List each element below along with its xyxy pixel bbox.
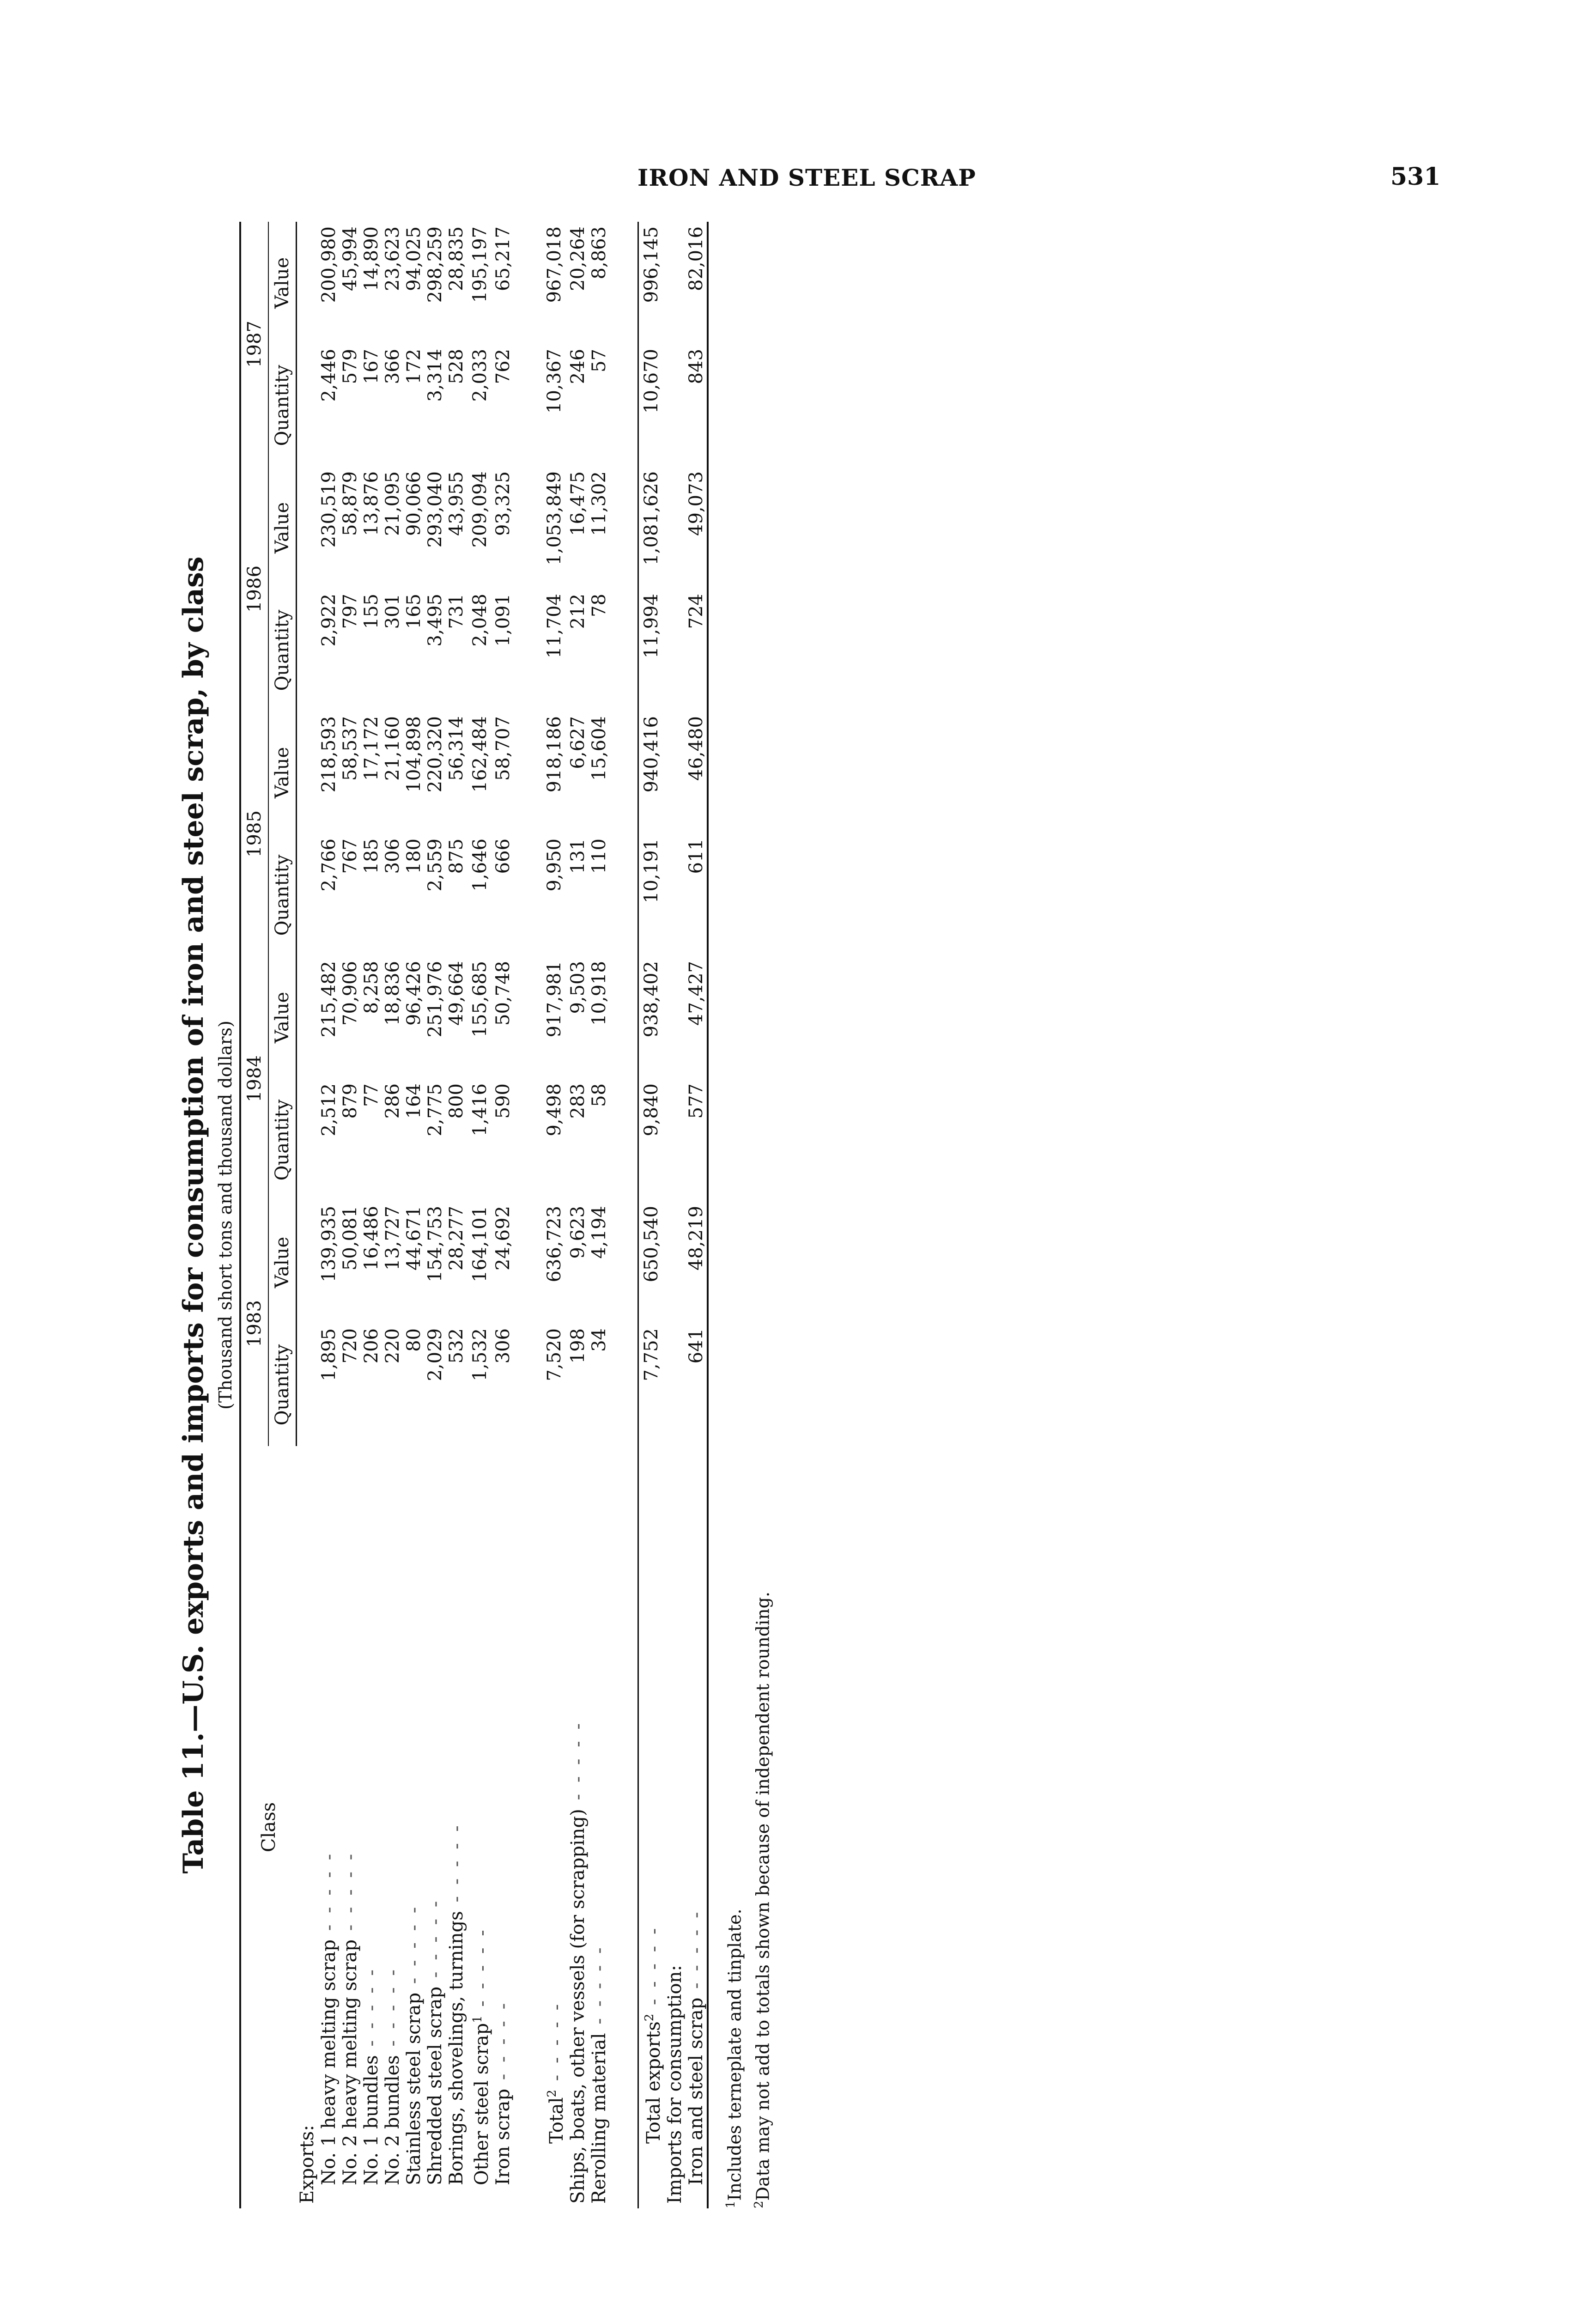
value-cell: 4,194: [588, 1206, 610, 1259]
quantity-cell: 1,646: [469, 839, 491, 892]
row-label-cell: [403, 1446, 425, 2208]
value-cell: 14,890: [361, 226, 382, 291]
dot-leader: - - - - -: [425, 1898, 446, 1987]
quantity-cell: 800: [446, 1083, 467, 1119]
quantity-cell: 34: [588, 1328, 610, 1352]
value-cell: 46,480: [686, 711, 708, 834]
dot-leader: - - - - -: [546, 2001, 567, 2090]
footnote: [747, 222, 775, 2208]
row-label-cell: [686, 1446, 708, 2208]
table-row: [492, 222, 514, 2208]
quantity-cell: 301: [382, 594, 403, 629]
footnote-ref: 1: [471, 2015, 485, 2023]
running-head: IRON AND STEEL SCRAP: [637, 164, 976, 191]
value-cell: 209,094: [469, 471, 491, 548]
value-cell: 58,707: [492, 716, 514, 781]
quantity-header: Quantity: [268, 834, 297, 956]
quantity-cell: 283: [567, 1083, 589, 1119]
quantity-cell: 724: [686, 589, 708, 711]
quantity-cell: 641: [686, 1324, 708, 1446]
table-row: [567, 222, 589, 2208]
table-row: [340, 222, 361, 2208]
row-label: Iron scrap: [492, 2089, 514, 2185]
row-label: Other steel scrap: [471, 2023, 493, 2185]
row-label-cell: [589, 1446, 610, 2208]
row-label: Ships, boats, other vessels (for scrapping): [567, 1809, 589, 2204]
table-row: [467, 222, 492, 2208]
quantity-cell: 306: [492, 1328, 514, 1364]
value-cell: 13,876: [361, 471, 382, 536]
quantity-cell: 246: [567, 349, 589, 384]
footnote-mark: 1: [723, 2201, 738, 2208]
quantity-cell: 9,950: [543, 839, 565, 892]
value-cell: 13,727: [382, 1206, 403, 1270]
row-label: Stainless steel scrap: [403, 1992, 425, 2185]
value-cell: 21,160: [382, 716, 403, 781]
imports-label: Imports for consumption:: [664, 1965, 686, 2204]
value-cell: 49,073: [686, 467, 708, 589]
value-cell: 17,172: [361, 716, 382, 781]
row-label: No. 1 bundles: [361, 2055, 382, 2185]
quantity-cell: 7,520: [543, 1328, 565, 1381]
quantity-cell: 611: [686, 834, 708, 956]
row-label-cell: [361, 1446, 382, 2208]
quantity-cell: 532: [446, 1328, 467, 1364]
table-row: [686, 222, 708, 2208]
quantity-cell: 78: [588, 594, 610, 617]
quantity-cell: 165: [403, 594, 425, 629]
quantity-cell: 2,775: [425, 1083, 446, 1137]
table-row: [318, 222, 340, 2208]
value-cell: 65,217: [492, 226, 514, 291]
value-cell: 200,980: [318, 226, 340, 303]
footnotes: [719, 222, 775, 2208]
quantity-cell: 2,048: [469, 594, 491, 647]
quantity-cell: 80: [403, 1328, 425, 1352]
value-cell: 28,277: [446, 1206, 467, 1270]
row-label: No. 2 bundles: [382, 2055, 403, 2185]
row-label: Borings, shovelings, turnings: [446, 1911, 467, 2185]
quantity-cell: 1,895: [318, 1328, 340, 1381]
quantity-cell: 57: [588, 349, 610, 372]
quantity-cell: 762: [492, 349, 514, 384]
table-row: [446, 222, 467, 2208]
value-header: Value: [268, 711, 297, 834]
exports-label: Exports:: [297, 2125, 318, 2204]
value-cell: 94,025: [403, 226, 425, 291]
quantity-cell: 77: [361, 1083, 382, 1107]
year-header: 1986: [240, 467, 268, 711]
quantity-cell: 1,532: [469, 1328, 491, 1381]
quantity-cell: 666: [492, 839, 514, 874]
quantity-cell: 7,752: [638, 1324, 664, 1446]
quantity-cell: 1,091: [492, 594, 514, 647]
quantity-cell: 3,495: [425, 594, 446, 647]
row-label: Shredded steel scrap: [425, 1986, 446, 2185]
row-label-cell: [446, 1446, 467, 2208]
quantity-cell: 172: [403, 349, 425, 384]
value-cell: 104,898: [403, 716, 425, 793]
quantity-cell: 366: [382, 349, 403, 384]
value-cell: 215,482: [318, 961, 340, 1038]
value-cell: 16,486: [361, 1206, 382, 1270]
value-header: Value: [268, 956, 297, 1079]
value-cell: 918,186: [543, 716, 565, 793]
quantity-cell: 3,314: [425, 349, 446, 402]
value-cell: 82,016: [686, 222, 708, 344]
value-cell: 58,537: [340, 716, 361, 781]
dot-leader: - - - - -: [403, 1904, 425, 1993]
quantity-cell: 131: [567, 839, 589, 874]
dot-leader: - - - - -: [471, 1927, 493, 2016]
value-cell: 154,753: [425, 1206, 446, 1283]
quantity-cell: 879: [340, 1083, 361, 1119]
value-cell: 938,402: [638, 956, 664, 1079]
value-cell: 9,623: [567, 1206, 589, 1259]
quantity-cell: 10,191: [638, 834, 664, 956]
value-cell: 50,081: [340, 1206, 361, 1270]
value-cell: 20,264: [567, 226, 589, 291]
quantity-cell: 58: [588, 1083, 610, 1107]
row-label-cell: [492, 1446, 514, 2208]
scrap-table: [239, 222, 709, 2208]
quantity-cell: 220: [382, 1328, 403, 1364]
year-header: 1984: [240, 956, 268, 1201]
quantity-cell: 198: [567, 1328, 589, 1364]
quantity-cell: 2,446: [318, 349, 340, 402]
quantity-cell: 206: [361, 1328, 382, 1364]
value-cell: 21,095: [382, 471, 403, 536]
value-cell: 28,835: [446, 226, 467, 291]
value-cell: 230,519: [318, 471, 340, 548]
row-label-cell: [638, 1446, 664, 2208]
value-cell: 96,426: [403, 961, 425, 1026]
row-label-cell: [467, 1446, 492, 2208]
value-cell: 164,101: [469, 1206, 491, 1283]
table-caption: Table 11.—U.S. exports and imports for consumption of iron and steel scrap, by class: [177, 556, 210, 1874]
value-cell: 967,018: [543, 226, 565, 303]
rotated-table-block: [176, 222, 831, 2208]
row-label-cell: [382, 1446, 403, 2208]
quantity-cell: 185: [361, 839, 382, 874]
row-label: Total exports: [643, 2021, 664, 2144]
quantity-cell: 10,670: [638, 344, 664, 467]
value-cell: 940,416: [638, 711, 664, 834]
dot-leader: - - - - -: [643, 1925, 664, 2014]
table-row: [541, 222, 567, 2208]
quantity-cell: 843: [686, 344, 708, 467]
value-cell: 70,906: [340, 961, 361, 1026]
value-cell: 218,593: [318, 716, 340, 793]
row-label-cell: [425, 1446, 446, 2208]
value-header: Value: [268, 222, 297, 344]
value-cell: 139,935: [318, 1206, 340, 1283]
quantity-cell: 11,704: [543, 594, 565, 658]
class-column-header: Class: [240, 1446, 297, 2208]
quantity-cell: 2,922: [318, 594, 340, 647]
value-cell: 298,259: [425, 226, 446, 303]
dot-leader: - - - - -: [492, 2000, 514, 2089]
row-label-cell: [318, 1446, 340, 2208]
value-cell: 44,671: [403, 1206, 425, 1270]
footnote-ref: 2: [642, 2013, 656, 2022]
quantity-cell: 167: [361, 349, 382, 384]
quantity-cell: 590: [492, 1083, 514, 1119]
quantity-cell: 164: [403, 1083, 425, 1119]
value-cell: 9,503: [567, 961, 589, 1014]
table-row: [403, 222, 425, 2208]
value-cell: 50,748: [492, 961, 514, 1026]
value-cell: 996,145: [638, 222, 664, 344]
value-header: Value: [268, 1201, 297, 1324]
year-header: 1983: [240, 1201, 268, 1446]
quantity-cell: 2,559: [425, 839, 446, 892]
spacer-row: [514, 222, 541, 2208]
quantity-header: Quantity: [268, 344, 297, 467]
value-cell: 90,066: [403, 471, 425, 536]
quantity-cell: 720: [340, 1328, 361, 1364]
value-header: Value: [268, 467, 297, 589]
value-cell: 8,258: [361, 961, 382, 1014]
quantity-cell: 9,840: [638, 1079, 664, 1201]
value-cell: 155,685: [469, 961, 491, 1038]
quantity-header: Quantity: [268, 1079, 297, 1201]
row-label: No. 1 heavy melting scrap: [318, 1939, 340, 2185]
table-row: [382, 222, 403, 2208]
value-cell: 293,040: [425, 471, 446, 548]
quantity-cell: 286: [382, 1083, 403, 1119]
dot-leader: - - - - -: [588, 1945, 610, 2033]
value-cell: 56,314: [446, 716, 467, 781]
dot-leader: - - - - -: [361, 1967, 382, 2055]
year-header: 1985: [240, 711, 268, 956]
year-header: 1987: [240, 222, 268, 467]
year-header-row: [240, 222, 268, 2208]
quantity-cell: 1,416: [469, 1083, 491, 1137]
value-cell: 45,994: [340, 226, 361, 291]
quantity-header: Quantity: [268, 589, 297, 711]
value-cell: 650,540: [638, 1201, 664, 1324]
quantity-cell: 875: [446, 839, 467, 874]
quantity-cell: 212: [567, 594, 589, 629]
row-label-cell: [340, 1446, 361, 2208]
dot-leader: - - - - -: [318, 1851, 340, 1939]
row-label-cell: [541, 1446, 567, 2208]
dot-leader: - - - - -: [446, 1823, 467, 1911]
table-unit-note: (Thousand short tons and thousand dollars): [215, 1021, 236, 1410]
quantity-cell: 9,498: [543, 1083, 565, 1137]
value-cell: 93,325: [492, 471, 514, 536]
table-row: [425, 222, 446, 2208]
value-cell: 1,053,849: [543, 471, 565, 565]
value-cell: 6,627: [567, 716, 589, 769]
quantity-cell: 155: [361, 594, 382, 629]
value-cell: 251,976: [425, 961, 446, 1038]
footnote-text: Data may not add to totals shown because of independent rounding.: [752, 1592, 773, 2201]
footnote-ref: 2: [545, 2090, 559, 2097]
table-row: [638, 222, 664, 2208]
table-row: [589, 222, 610, 2208]
table-body: [297, 222, 708, 2208]
footnote-mark: 2: [752, 2201, 766, 2208]
value-cell: 917,981: [543, 961, 565, 1038]
quantity-cell: 2,029: [425, 1328, 446, 1381]
value-cell: 8,863: [588, 226, 610, 280]
quantity-cell: 797: [340, 594, 361, 629]
row-label-cell: [567, 1446, 589, 2208]
dot-leader: - - - - -: [382, 1967, 403, 2055]
value-cell: 220,320: [425, 716, 446, 793]
quantity-cell: 180: [403, 839, 425, 874]
quantity-cell: 579: [340, 349, 361, 384]
exports-section-row: [297, 222, 319, 2208]
row-label: No. 2 heavy melting scrap: [340, 1939, 361, 2185]
footnote: [719, 222, 747, 2208]
row-label: Rerolling material: [588, 2033, 610, 2204]
page-number: 531: [1390, 163, 1441, 191]
value-cell: 1,081,626: [638, 467, 664, 589]
quantity-cell: 767: [340, 839, 361, 874]
dot-leader: - - - - -: [340, 1851, 361, 1939]
value-cell: 18,836: [382, 961, 403, 1026]
value-cell: 49,664: [446, 961, 467, 1026]
value-cell: 43,955: [446, 471, 467, 536]
value-cell: 636,723: [543, 1206, 565, 1283]
quantity-cell: 11,994: [638, 589, 664, 711]
quantity-cell: 110: [588, 839, 610, 874]
value-cell: 10,918: [588, 961, 610, 1026]
quantity-cell: 528: [446, 349, 467, 384]
table-row: [361, 222, 382, 2208]
value-cell: 195,197: [469, 226, 491, 303]
value-cell: 23,623: [382, 226, 403, 291]
footnote-text: Includes terneplate and tinplate.: [724, 1909, 745, 2201]
quantity-cell: 2,033: [469, 349, 491, 402]
dot-leader: - - - - -: [685, 1909, 707, 1998]
quantity-header: Quantity: [268, 1324, 297, 1446]
value-cell: 11,302: [588, 471, 610, 536]
value-cell: 162,484: [469, 716, 491, 793]
value-cell: 24,692: [492, 1206, 514, 1270]
value-cell: 47,427: [686, 956, 708, 1079]
value-cell: 48,219: [686, 1201, 708, 1324]
dot-leader: - - - - -: [567, 1720, 589, 1809]
row-label: Iron and steel scrap: [685, 1997, 707, 2185]
quantity-cell: 2,766: [318, 839, 340, 892]
row-label: Total: [546, 2097, 567, 2144]
imports-section-row: [664, 222, 686, 2208]
value-cell: 58,879: [340, 471, 361, 536]
quantity-cell: 306: [382, 839, 403, 874]
quantity-cell: 577: [686, 1079, 708, 1201]
quantity-cell: 10,367: [543, 349, 565, 413]
value-cell: 15,604: [588, 716, 610, 781]
value-cell: 16,475: [567, 471, 589, 536]
quantity-cell: 2,512: [318, 1083, 340, 1137]
spacer-row: [610, 222, 638, 2208]
quantity-cell: 731: [446, 594, 467, 629]
